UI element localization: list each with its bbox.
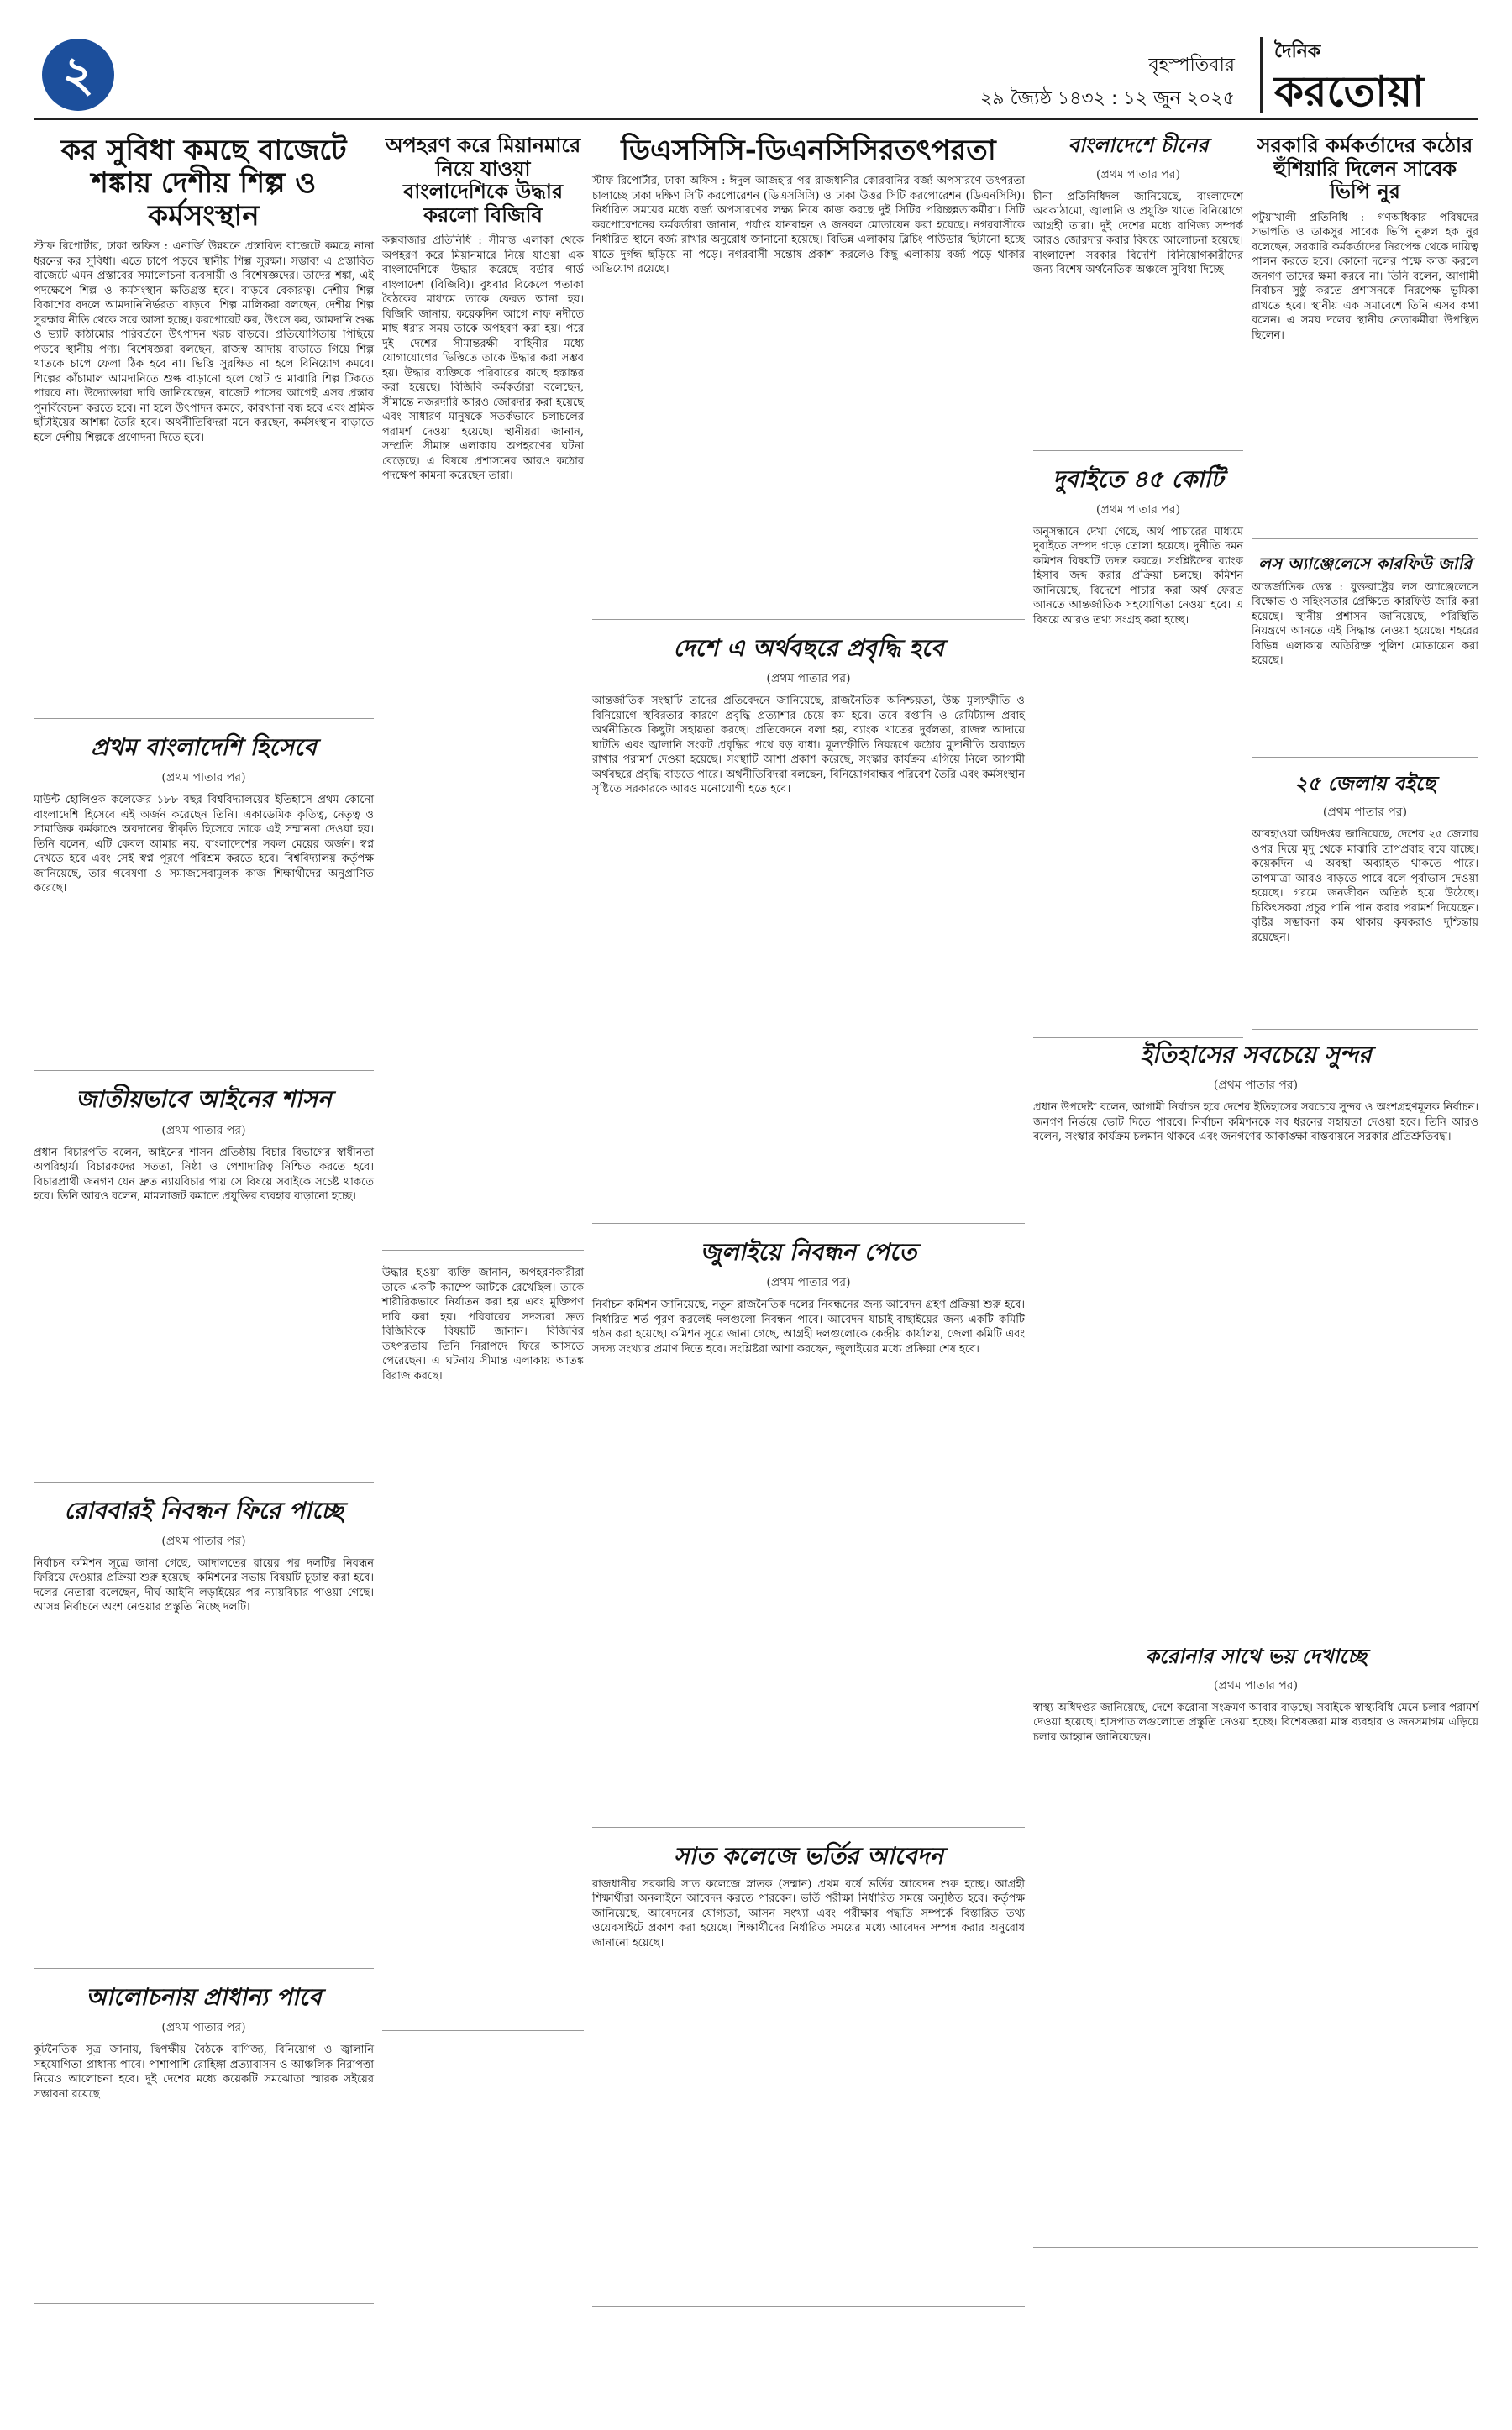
article-bgb-rescue <box>382 134 588 1251</box>
continued-note: (প্রথম পাতার পর) <box>1095 502 1181 517</box>
body-heatwave: আবহাওয়া অধিদপ্তর জানিয়েছে, দেশের ২৫ জেলার ওপর দিয়ে মৃদু থেকে মাঝারি তাপপ্রবাহ বয়ে যাচ্ছে। কয়েকদিন এ অবস্থা অব্যাহত থাকতে পারে। তাপমাত্রা আরও বাড়তে পারে বলে পূর্বাভাস দেওয়া হয়েছে। গরমে জনজীবন অতিষ্ঠ হয়ে উঠেছে। চিকিৎসকরা প্রচুর পানি পান করার পরামর্শ দিয়েছেন। বৃষ্টির সম্ভাবনা কম থাকায় কৃষকরাও দুশ্চিন্তায় রয়েছেন। <box>1252 828 1483 944</box>
continued-note: (প্রথম পাতার পর) <box>161 771 246 785</box>
masthead <box>34 34 1478 120</box>
body-nur-warning: পটুয়াখালী প্রতিনিধি : গণঅধিকার পরিষদের সভাপতি ও ডাকসুর সাবেক ভিপি নুরুল হক নুর বলেছেন, সরকারি কর্মকর্তাদের নিরপেক্ষ থেকে দায়িত্ব পালন করতে হবে। কোনো দলের পক্ষে কাজ করলে জনগণ তাদের ক্ষমা করবে না। তিনি বলেন, আগামী নির্বাচন সুষ্ঠু করতে প্রশাসনকে নিরপেক্ষ ভূমিকা রাখতে হবে। স্থানীয় এক সমাবেশে তিনি এসব কথা বলেন। এ সময় দলের স্থানীয় নেতাকর্মীরা উপস্থিত ছিলেন। <box>1252 211 1483 342</box>
article-dubai <box>1033 464 1247 1038</box>
date-label: ২৯ জ্যৈষ্ঠ ১৪৩২ : ১২ জুন ২০২৫ <box>980 88 1235 109</box>
page-number-badge: ২ <box>42 39 114 111</box>
body-most-beautiful: প্রধান উপদেষ্টা বলেন, আগামী নির্বাচন হবে দেশের ইতিহাসের সবচেয়ে সুন্দর ও অংশগ্রহণমূলক নির্বাচন। জনগণ নির্ভয়ে ভোট দিতে পারবে। নির্বাচন কমিশনকে সব ধরনের সহায়তা দেওয়া হবে। তিনি আরও বলেন, সংস্কার কার্যক্রম চলমান থাকবে এবং জনগণের আকাঙ্ক্ষা বাস্তবায়নে সরকার প্রতিশ্রুতিবদ্ধ। <box>1033 1101 1483 1144</box>
article-july-registration <box>592 1238 1029 1828</box>
body-seven-colleges: রাজধানীর সরকারি সাত কলেজে স্নাতক (সম্মান) প্রথম বর্ষে ভর্তির আবেদন শুরু হচ্ছে। আগ্রহী শিক্ষার্থীরা অনলাইনে আবেদন করতে পারবেন। ভর্তি পরীক্ষা নির্ধারিত সময়ে অনুষ্ঠিত হবে। কর্তৃপক্ষ জানিয়েছে, আবেদনের যোগ্যতা, আসন সংখ্যা এবং পরীক্ষার পদ্ধতি সম্পর্কে বিস্তারিত তথ্য ওয়েবসাইটে প্রকাশ করা হয়েছে। শিক্ষার্থীদের নির্ধারিত সময়ের মধ্যে আবেদন সম্পন্ন করার অনুরোধ জানানো হয়েছে। <box>592 1877 1029 1950</box>
column-1 <box>34 134 378 2319</box>
article-dscc-dncc <box>592 134 1029 620</box>
headline-bgb-rescue: অপহরণ করে মিয়ানমারে নিয়ে যাওয়া বাংলাদেশিকে উদ্ধার করলো বিজিবি <box>385 134 581 227</box>
column-3 <box>592 134 1029 2322</box>
continued-note: (প্রথম পাতার পর) <box>161 1123 246 1137</box>
article-seven-colleges <box>592 1842 1029 2306</box>
body-corona: স্বাস্থ্য অধিদপ্তর জানিয়েছে, দেশে করোনা সংক্রমণ আবার বাড়ছে। সবাইকে স্বাস্থ্যবিধি মেনে চলার পরামর্শ দেওয়া হয়েছে। হাসপাতালগুলোতে প্রস্তুতি নেওয়া হচ্ছে। বিশেষজ্ঞরা মাস্ক ব্যবহার ও জনসমাগম এড়িয়ে চলার আহ্বান জানিয়েছেন। <box>1033 1701 1483 1744</box>
continued-note: (প্রথম পাতার পর) <box>766 1276 851 1290</box>
headline-china: বাংলাদেশে চীনের <box>1068 134 1209 157</box>
column-2 <box>382 134 588 2046</box>
column-5 <box>1252 134 1483 1045</box>
body-dubai: অনুসন্ধানে দেখা গেছে, অর্থ পাচারের মাধ্যমে দুবাইতে সম্পদ গড়ে তোলা হয়েছে। দুর্নীতি দমন কমিশন বিষয়টি তদন্ত করছে। সংশ্লিষ্টদের ব্যাংক হিসাব জব্দ করার প্রক্রিয়া চলছে। কমিশন জানিয়েছে, বিদেশে পাচার করা অর্থ ফেরত আনতে আন্তর্জাতিক সহযোগিতা নেওয়া হবে। এ বিষয়ে আরও তথ্য সংগ্রহ করা হচ্ছে। <box>1033 525 1247 627</box>
body-china: চীনা প্রতিনিধিদল জানিয়েছে, বাংলাদেশে অবকাঠামো, জ্বালানি ও প্রযুক্তি খাতে বিনিয়োগে আগ্রহী তারা। দুই দেশের মধ্যে বাণিজ্য সম্পর্ক আরও জোরদার করার বিষয়ে আলোচনা হয়েছে। বাংলাদেশ সরকার বিদেশি বিনিয়োগকারীদের জন্য বিশেষ অর্থনৈতিক অঞ্চলে সুবিধা দিচ্ছে। <box>1033 190 1247 277</box>
headline-corona: করোনার সাথে ভয় দেখাচ্ছে <box>1145 1645 1367 1669</box>
continued-note: (প্রথম পাতার পর) <box>1322 806 1408 820</box>
column-4-5-lower <box>1033 1041 1483 2263</box>
article-registration-sunday <box>34 1496 378 1969</box>
article-growth <box>592 634 1029 1224</box>
headline-most-beautiful: ইতিহাসের সবচেয়ে সুন্দর <box>1140 1041 1372 1068</box>
column-4 <box>1033 134 1247 1053</box>
headline-registration-sunday: রোববারই নিবন্ধন ফিরে পাচ্ছে <box>64 1496 344 1525</box>
brand-name: করতোয়া <box>1274 67 1425 116</box>
continued-note: (প্রথম পাতার পর) <box>1095 167 1181 181</box>
article-nur-warning <box>1252 134 1483 539</box>
body-bgb-rescue: কক্সবাজার প্রতিনিধি : সীমান্ত এলাকা থেকে অপহরণ করে মিয়ানমারে নিয়ে যাওয়া এক বাংলাদেশিকে উদ্ধার করেছে বর্ডার গার্ড বাংলাদেশ (বিজিবি)। বুধবার বিকেলে পতাকা বৈঠকের মাধ্যমে তাকে ফেরত আনা হয়। বিজিবি জানায়, কয়েকদিন আগে নাফ নদীতে মাছ ধরার সময় তাকে অপহরণ করা হয়। পরে দুই দেশের সীমান্তরক্ষী বাহিনীর মধ্যে যোগাযোগের ভিত্তিতে তাকে উদ্ধার করা সম্ভব হয়। উদ্ধার ব্যক্তিকে পরিবারের কাছে হস্তান্তর করা হয়েছে। বিজিবি কর্মকর্তারা বলেছেন, সীমান্তে নজরদারি আরও জোরদার করা হয়েছে এবং সাধারণ মানুষকে সতর্কভাবে চলাচলের পরামর্শ দেওয়া হয়েছে। স্থানীয়রা জানান, সম্প্রতি সীমান্ত এলাকায় অপহরণের ঘটনা বেড়েছে। এ বিষয়ে প্রশাসনের আরও কঠোর পদক্ষেপ কামনা করেছেন তারা। <box>382 234 588 483</box>
body-bgb-rescue-2: উদ্ধার হওয়া ব্যক্তি জানান, অপহরণকারীরা তাকে একটি ক্যাম্পে আটকে রেখেছিল। তাকে শারীরিকভাবে নির্যাতন করা হয় এবং মুক্তিপণ দাবি করা হয়। পরিবারের সদস্যরা দ্রুত বিজিবিকে বিষয়টি জানান। বিজিবির তৎপরতায় তিনি নিরাপদে ফিরে আসতে পেরেছেন। এ ঘটনায় সীমান্ত এলাকায় আতঙ্ক বিরাজ করছে। <box>382 1267 588 1383</box>
headline-la-curfew: লস অ্যাঞ্জেলেসে কারফিউ জারি <box>1257 553 1473 574</box>
headline-dubai: দুবাইতে ৪৫ কোটি <box>1053 464 1224 493</box>
headline-nur-warning: সরকারি কর্মকর্তাদের কঠোর হুঁশিয়ারি দিলেন সাবেক ভিপি নুর <box>1257 134 1473 204</box>
headline-discussion-priority: আলোচনায় প্রাধান্য পাবে <box>86 1982 322 2011</box>
continued-note: (প্রথম পাতার পর) <box>161 2021 246 2035</box>
article-corona <box>1033 1645 1483 2248</box>
article-la-curfew <box>1252 553 1483 758</box>
body-growth: আন্তর্জাতিক সংস্থাটি তাদের প্রতিবেদনে জানিয়েছে, রাজনৈতিক অনিশ্চয়তা, উচ্চ মূল্যস্ফীতি ও বিনিয়োগে স্থবিরতার কারণে প্রবৃদ্ধি প্রত্যাশার চেয়ে কম হবে। তবে রপ্তানি ও রেমিট্যান্স প্রবাহ অর্থনীতিকে কিছুটা সহায়তা করছে। প্রতিবেদনে বলা হয়, ব্যাংক খাতের দুর্বলতা, রাজস্ব আদায়ে ঘাটতি এবং জ্বালানি সংকট প্রবৃদ্ধির পথে বড় বাধা। মূল্যস্ফীতি নিয়ন্ত্রণে কঠোর মুদ্রানীতি অব্যাহত রাখার পরামর্শ দেওয়া হয়েছে। সংস্থাটি আশা প্রকাশ করেছে, সংস্কার কার্যক্রম এগিয়ে নিলে আগামী অর্থবছরে প্রবৃদ্ধি বাড়তে পারে। অর্থনীতিবিদরা বলছেন, বিনিয়োগবান্ধব পরিবেশ তৈরি এবং কর্মসংস্থান সৃষ্টিতে সরকারকে আরও মনোযোগী হতে হবে। <box>592 695 1029 796</box>
article-tax-industry <box>34 134 378 719</box>
body-registration-sunday: নির্বাচন কমিশন সূত্রে জানা গেছে, আদালতের রায়ের পর দলটির নিবন্ধন ফিরিয়ে দেওয়ার প্রক্রিয়া শুরু হয়েছে। কমিশনের সভায় বিষয়টি চূড়ান্ত করা হবে। দলের নেতারা বলেছেন, দীর্ঘ আইনি লড়াইয়ের পর ন্যায়বিচার পাওয়া গেছে। আসন্ন নির্বাচনে অংশ নেওয়ার প্রস্তুতি নিচ্ছে দলটি। <box>34 1556 378 1614</box>
continued-note: (প্রথম পাতার পর) <box>766 672 851 686</box>
brand-logo <box>1260 37 1478 116</box>
body-tax-industry: স্টাফ রিপোর্টার, ঢাকা অফিস : এনার্জি উন্নয়নে প্রস্তাবিত বাজেটে কমছে নানা ধরনের কর সুবিধা। এতে চাপে পড়বে স্থানীয় শিল্প সুরক্ষা। সম্ভাব্য এ প্রস্তাবিত বাজেটে এমন প্রস্তাবের সমালোচনা ব্যবসায়ী ও বিশেষজ্ঞদের। তাদের শঙ্কা, এই পদক্ষেপে শিল্প ও কর্মসংস্থান ক্ষতিগ্রস্ত হবে। বাড়বে বেকারত্ব। দেশীয় শিল্প বিকাশের বদলে আমদানিনির্ভরতা বাড়বে। শিল্প মালিকরা বলছেন, দেশীয় শিল্প সুরক্ষার নীতি থেকে সরে আসা হচ্ছে। করপোরেট কর, উৎসে কর, আমদানি শুল্ক ও ভ্যাট কাঠামোর পরিবর্তনে উৎপাদন খরচ বাড়বে। প্রতিযোগিতায় পিছিয়ে পড়বে স্থানীয় পণ্য। বিশেষজ্ঞরা বলছেন, রাজস্ব আদায় বাড়াতে গিয়ে শিল্প খাতকে চাপে ফেলা ঠিক হবে না। ভিত্তি সুরক্ষিত না হলে বিনিয়োগ কমবে। শিল্পের কাঁচামাল আমদানিতে শুল্ক বাড়ানো হলে ছোট ও মাঝারি শিল্প টিকতে পারবে না। উদ্যোক্তারা দাবি জানিয়েছেন, বাজেট পাসের আগেই এসব প্রস্তাব পুনর্বিবেচনা করতে হবে। না হলে উৎপাদন কমবে, কারখানা বন্ধ হবে এবং শ্রমিক ছাঁটাইয়ের আশঙ্কা তৈরি হবে। অর্থনীতিবিদরা মনে করছেন, কর্মসংস্থান বাড়াতে হলে দেশীয় শিল্পকে প্রণোদনা দিতে হবে। <box>34 240 378 444</box>
headline-growth: দেশে এ অর্থবছরে প্রবৃদ্ধি হবে <box>673 634 944 663</box>
article-discussion-priority <box>34 1982 378 2304</box>
continued-note: (প্রথম পাতার পর) <box>161 1534 246 1548</box>
headline-first-bangladeshi: প্রথম বাংলাদেশি হিসেবে <box>91 733 317 762</box>
day-label: বৃহস্পতিবার <box>1148 55 1235 76</box>
headline-july-registration: জুলাইয়ে নিবন্ধন পেতে <box>700 1238 917 1267</box>
body-discussion-priority: কূটনৈতিক সূত্র জানায়, দ্বিপক্ষীয় বৈঠকে বাণিজ্য, বিনিয়োগ ও জ্বালানি সহযোগিতা প্রাধান্য পাবে। পাশাপাশি রোহিঙ্গা প্রত্যাবাসন ও আঞ্চলিক নিরাপত্তা নিয়েও আলোচনা হবে। দুই দেশের মধ্যে কয়েকটি সমঝোতা স্মারক সইয়ের সম্ভাবনা রয়েছে। <box>34 2044 378 2101</box>
continued-note: (প্রথম পাতার পর) <box>1213 1079 1299 1093</box>
article-rule-of-law <box>34 1085 378 1482</box>
body-la-curfew: আন্তর্জাতিক ডেস্ক : যুক্তরাষ্ট্রের লস অ্যাঞ্জেলেসে বিক্ষোভ ও সহিংসতার প্রেক্ষিতে কারফিউ জারি করা হয়েছে। স্থানীয় প্রশাসন জানিয়েছে, পরিস্থিতি নিয়ন্ত্রণে আনতে এই সিদ্ধান্ত নেওয়া হয়েছে। শহরের বিভিন্ন এলাকায় অতিরিক্ত পুলিশ মোতায়েন করা হয়েছে। <box>1252 580 1483 668</box>
article-first-bangladeshi <box>34 733 378 1071</box>
article-china <box>1033 134 1247 451</box>
headline-rule-of-law: জাতীয়ভাবে আইনের শাসন <box>76 1085 332 1114</box>
article-most-beautiful <box>1033 1041 1483 1630</box>
headline-heatwave: ২৫ জেলায় বইছে <box>1294 771 1436 795</box>
body-first-bangladeshi: মাউন্ট হোলিওক কলেজের ১৮৮ বছর বিশ্ববিদ্যালয়ের ইতিহাসে প্রথম কোনো বাংলাদেশি হিসেবে এই অর্জন করেছেন তিনি। একাডেমিক কৃতিত্ব, নেতৃত্ব ও সামাজিক কর্মকাণ্ডে অবদানের স্বীকৃতি হিসেবে তাকে এই সম্মাননা দেওয়া হয়। তিনি বলেন, এটি কেবল আমার নয়, বাংলাদেশের সকল মেয়ের অর্জন। স্বপ্ন দেখতে হবে এবং সেই স্বপ্ন পূরণে পরিশ্রম করতে হবে। বিশ্ববিদ্যালয় কর্তৃপক্ষ জানিয়েছে, তার গবেষণা ও সমাজসেবামূলক কাজ শিক্ষার্থীদের অনুপ্রাণিত করেছে। <box>34 794 378 895</box>
brand-small: দৈনিক <box>1274 41 1321 62</box>
headline-dscc-dncc: ডিএসসিসি-ডিএনসিসিরতৎপরতা <box>621 134 996 167</box>
body-dscc-dncc: স্টাফ রিপোর্টার, ঢাকা অফিস : ঈদুল আজহার পর রাজধানীর কোরবানির বর্জ্য অপসারণে তৎপরতা চালাচ্ছে ঢাকা দক্ষিণ সিটি করপোরেশন (ডিএসসিসি) ও ঢাকা উত্তর সিটি করপোরেশন (ডিএনসিসি)। নির্ধারিত সময়ের মধ্যে বর্জ্য অপসারণের লক্ষ্য নিয়ে কাজ করছে দুই সিটির পরিচ্ছন্নতাকর্মীরা। সিটি করপোরেশনের কর্মকর্তারা জানান, পর্যাপ্ত যানবাহন ও জনবল মোতায়েন করা হয়েছে। নগরবাসীকে নির্ধারিত স্থানে বর্জ্য রাখার অনুরোধ জানানো হয়েছে। বিভিন্ন এলাকায় ব্লিচিং পাউডার ছিটানো হচ্ছে যাতে দুর্গন্ধ ছড়িয়ে না পড়ে। নগরবাসী সন্তোষ প্রকাশ করলেও কিছু এলাকায় বর্জ্য পড়ে থাকার অভিযোগ রয়েছে। <box>592 175 1029 276</box>
continued-note: (প্রথম পাতার পর) <box>1213 1678 1299 1693</box>
body-rule-of-law: প্রধান বিচারপতি বলেন, আইনের শাসন প্রতিষ্ঠায় বিচার বিভাগের স্বাধীনতা অপরিহার্য। বিচারকদের সততা, নিষ্ঠা ও পেশাদারিত্ব নিশ্চিত করতে হবে। বিচারপ্রার্থী জনগণ যেন দ্রুত ন্যায়বিচার পায় সে বিষয়ে সবাইকে সচেষ্ট থাকতে হবে। তিনি আরও বলেন, মামলাজট কমাতে প্রযুক্তির ব্যবহার বাড়ানো হচ্ছে। <box>34 1146 378 1204</box>
headline-tax-industry: কর সুবিধা কমছে বাজেটে শঙ্কায় দেশীয় শিল্প ও কর্মসংস্থান <box>60 134 347 234</box>
article-heatwave <box>1252 771 1483 1031</box>
article-bgb-rescue-cont <box>382 1266 588 2031</box>
body-july-registration: নির্বাচন কমিশন জানিয়েছে, নতুন রাজনৈতিক দলের নিবন্ধনের জন্য আবেদন গ্রহণ প্রক্রিয়া শুরু হবে। নির্ধারিত শর্ত পূরণ করলেই দলগুলো নিবন্ধন পাবে। আবেদন যাচাই-বাছাইয়ের জন্য একটি কমিটি গঠন করা হয়েছে। কমিশন সূত্রে জানা গেছে, আগ্রহী দলগুলোকে কেন্দ্রীয় কার্যালয়, জেলা কমিটি এবং সদস্য সংখ্যার প্রমাণ দিতে হবে। সংশ্লিষ্টরা আশা করছেন, জুলাইয়ের মধ্যে প্রক্রিয়া শেষ হবে। <box>592 1299 1029 1356</box>
headline-seven-colleges: সাত কলেজে ভর্তির আবেদন <box>673 1842 944 1871</box>
